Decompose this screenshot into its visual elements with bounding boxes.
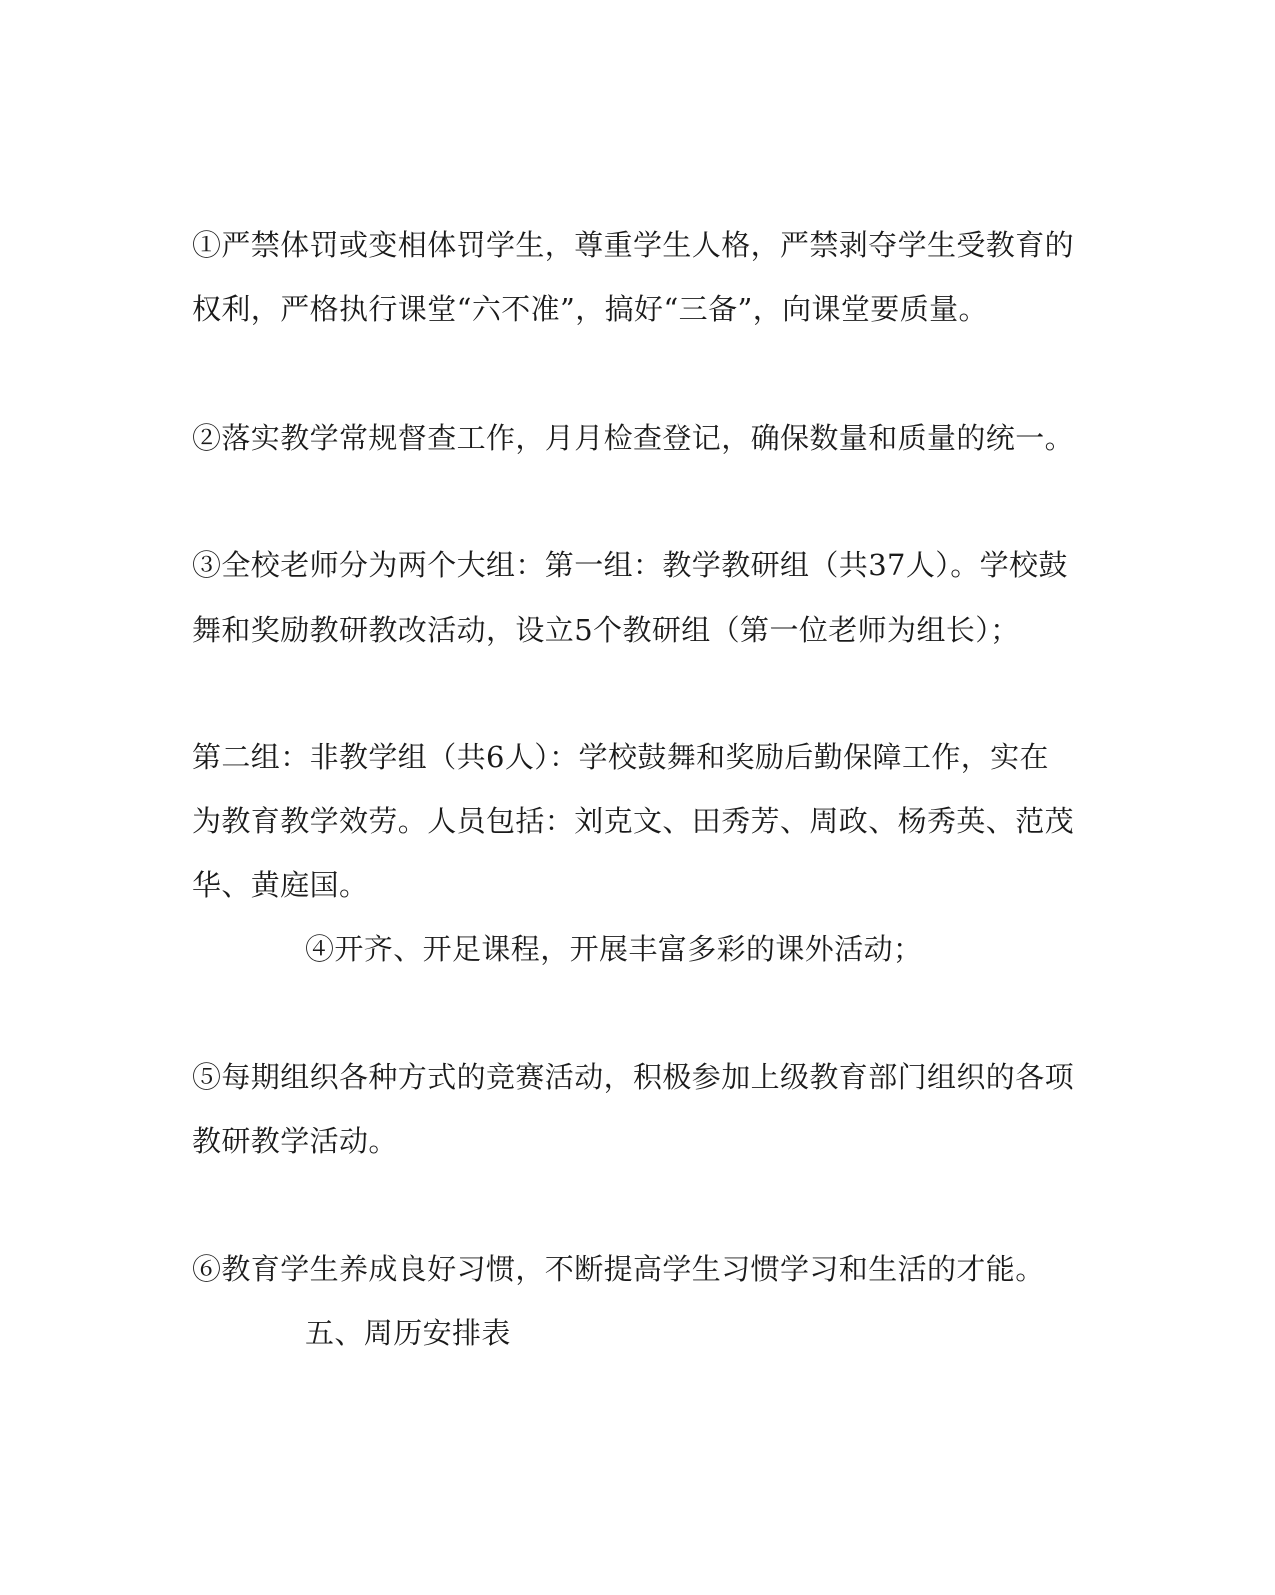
paragraph-4-line-1: 第二组：非教学组（共6人）：学校鼓舞和奖励后勤保障工作，实在	[192, 740, 1049, 774]
paragraph-6-line-1: ⑤每期组织各种方式的竞赛活动，积极参加上级教育部门组织的各项	[192, 1060, 1075, 1094]
paragraph-5-line-1: ④开齐、开足课程，开展丰富多彩的课外活动；	[305, 932, 923, 966]
paragraph-4-line-3: 华、黄庭国。	[192, 868, 369, 902]
paragraph-3-line-2: 舞和奖励教研教改活动，设立5个教研组（第一位老师为组长）；	[192, 613, 1020, 647]
paragraph-3-line-1: ③全校老师分为两个大组：第一组：教学教研组（共37人）。学校鼓	[192, 548, 1068, 582]
paragraph-6-line-2: 教研教学活动。	[192, 1124, 398, 1158]
paragraph-4-line-2: 为教育教学效劳。人员包括：刘克文、田秀芳、周政、杨秀英、范茂	[192, 804, 1075, 838]
paragraph-2-line-1: ②落实教学常规督查工作，月月检查登记，确保数量和质量的统一。	[192, 421, 1075, 455]
paragraph-7-line-1: ⑥教育学生养成良好习惯，不断提高学生习惯学习和生活的才能。	[192, 1252, 1045, 1286]
paragraph-1-line-2: 权利，严格执行课堂“六不准”，搞好“三备”，向课堂要质量。	[192, 292, 988, 326]
section-heading: 五、周历安排表	[305, 1316, 511, 1350]
paragraph-1-line-1: ①严禁体罚或变相体罚学生，尊重学生人格，严禁剥夺学生受教育的	[192, 228, 1075, 262]
